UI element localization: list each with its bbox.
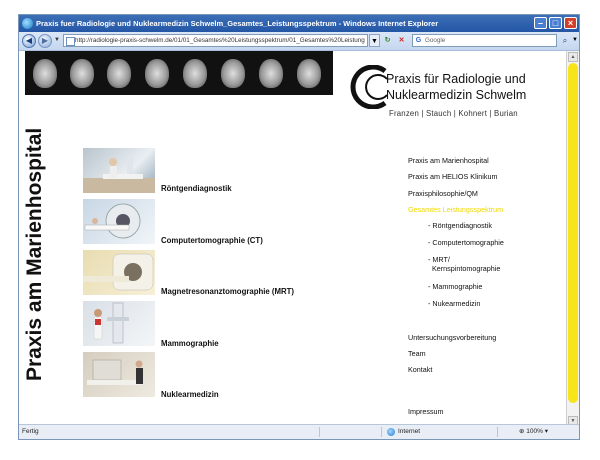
nav-subitem-mammographie[interactable]: - Mammographie — [428, 282, 483, 291]
vertical-scrollbar[interactable] — [566, 51, 579, 427]
practice-title-line2: Nuklearmedizin Schwelm — [386, 88, 527, 102]
practice-title-line1: Praxis für Radiologie und — [386, 72, 526, 86]
search-icon[interactable]: ⌕ — [562, 36, 568, 45]
zoom-icon: ⊕ — [519, 428, 525, 435]
service-label-roentgen[interactable]: Röntgendiagnostik — [161, 184, 232, 193]
window-title: Praxis fuer Radiologie und Nuklearmedizin Schwelm_Gesamtes_Leistungsspektrum - Windows Internet Explorer — [36, 19, 439, 28]
search-placeholder: Google — [425, 37, 446, 44]
page-content — [19, 51, 567, 427]
status-separator — [381, 427, 382, 437]
nav-item-kontakt[interactable]: Kontakt — [408, 365, 433, 374]
browser-window — [18, 14, 580, 440]
status-text: Fertig — [22, 428, 39, 435]
address-text: http://radiologie-praxis-schwelm.de/01/01_Gesamtes%20Leistungsspektrum/01_Gesamtes%20Leistung — [75, 37, 365, 44]
navigation-bar — [19, 32, 579, 51]
mrt-scanner-photo[interactable] — [83, 250, 155, 295]
doctor-names: Franzen | Stauch | Kohnert | Burian — [389, 109, 518, 118]
mammography-photo[interactable] — [83, 301, 155, 346]
address-dropdown-button[interactable]: ▼ — [369, 34, 380, 47]
scroll-down-icon[interactable]: ▼ — [568, 416, 578, 426]
brain-scan-image — [70, 59, 94, 88]
nav-item-untersuchungsvorbereitung[interactable]: Untersuchungsvorbereitung — [408, 333, 497, 342]
brain-scan-image — [183, 59, 207, 88]
nav-subitem-mrt[interactable]: - MRT/ — [428, 255, 450, 264]
xray-room-photo[interactable] — [83, 148, 155, 193]
zoom-control[interactable]: ⊕ 100% ▾ — [519, 428, 548, 435]
zoom-text: 100% — [526, 428, 543, 435]
brain-scan-image — [107, 59, 131, 88]
security-zone[interactable] — [387, 425, 420, 439]
title-bar — [19, 15, 579, 32]
minimize-button[interactable]: – — [534, 17, 547, 29]
service-label-mrt[interactable]: Magnetresonanztomographie (MRT) — [161, 287, 294, 296]
status-bar — [19, 424, 579, 439]
nav-item-leistungsspektrum[interactable]: Gesamtes Leistungsspektrum — [408, 205, 504, 214]
scroll-up-icon[interactable]: ▲ — [568, 52, 578, 62]
page-icon — [66, 37, 75, 46]
close-button[interactable]: × — [564, 17, 577, 29]
nav-item-impressum[interactable]: Impressum — [408, 407, 444, 416]
stop-icon[interactable]: ✕ — [398, 37, 405, 44]
globe-icon — [387, 428, 395, 436]
search-input[interactable] — [412, 34, 557, 47]
nav-item-marienhospital[interactable]: Praxis am Marienhospital — [408, 156, 489, 165]
brain-scan-image — [259, 59, 283, 88]
nav-item-team[interactable]: Team — [408, 349, 426, 358]
brain-scan-image — [297, 59, 321, 88]
nav-subitem-nuklearmedizin[interactable]: - Nukearmedizin — [428, 299, 481, 308]
brain-scan-image — [145, 59, 169, 88]
maximize-button[interactable]: □ — [549, 17, 562, 29]
brain-scan-image — [221, 59, 245, 88]
zone-text: Internet — [398, 428, 421, 435]
service-label-nuklearmedizin[interactable]: Nuklearmedizin — [161, 390, 219, 399]
back-button[interactable]: ◀ — [22, 34, 36, 48]
history-dropdown-icon[interactable]: ▼ — [54, 37, 60, 43]
service-label-mammographie[interactable]: Mammographie — [161, 339, 219, 348]
nav-subitem-ct[interactable]: - Computertomographie — [428, 238, 504, 247]
practice-title — [386, 71, 566, 103]
nav-subitem-mrt-line2[interactable]: Kernspintomographie — [432, 264, 501, 273]
status-separator — [319, 427, 320, 437]
ct-scanner-photo[interactable] — [83, 199, 155, 244]
refresh-icon[interactable]: ↻ — [384, 37, 391, 44]
vertical-page-title: Praxis am Marienhospital — [23, 127, 46, 381]
google-icon: G — [415, 37, 422, 44]
practice-logo-icon — [345, 65, 389, 109]
nav-item-praxisphilosophie[interactable]: Praxisphilosophie/QM — [408, 189, 478, 198]
ie-logo-icon — [22, 18, 33, 29]
nav-subitem-roentgen[interactable]: - Röntgendiagnostik — [428, 221, 492, 230]
status-separator — [497, 427, 498, 437]
scroll-thumb[interactable] — [568, 63, 578, 403]
brain-scan-strip — [25, 51, 333, 95]
address-bar[interactable] — [63, 34, 368, 47]
nav-item-helios[interactable]: Praxis am HELIOS Klinikum — [408, 172, 498, 181]
forward-button[interactable]: ▶ — [38, 34, 52, 48]
nuclear-medicine-photo[interactable] — [83, 352, 155, 397]
search-dropdown-icon[interactable]: ▼ — [572, 37, 578, 43]
service-label-ct[interactable]: Computertomographie (CT) — [161, 236, 263, 245]
